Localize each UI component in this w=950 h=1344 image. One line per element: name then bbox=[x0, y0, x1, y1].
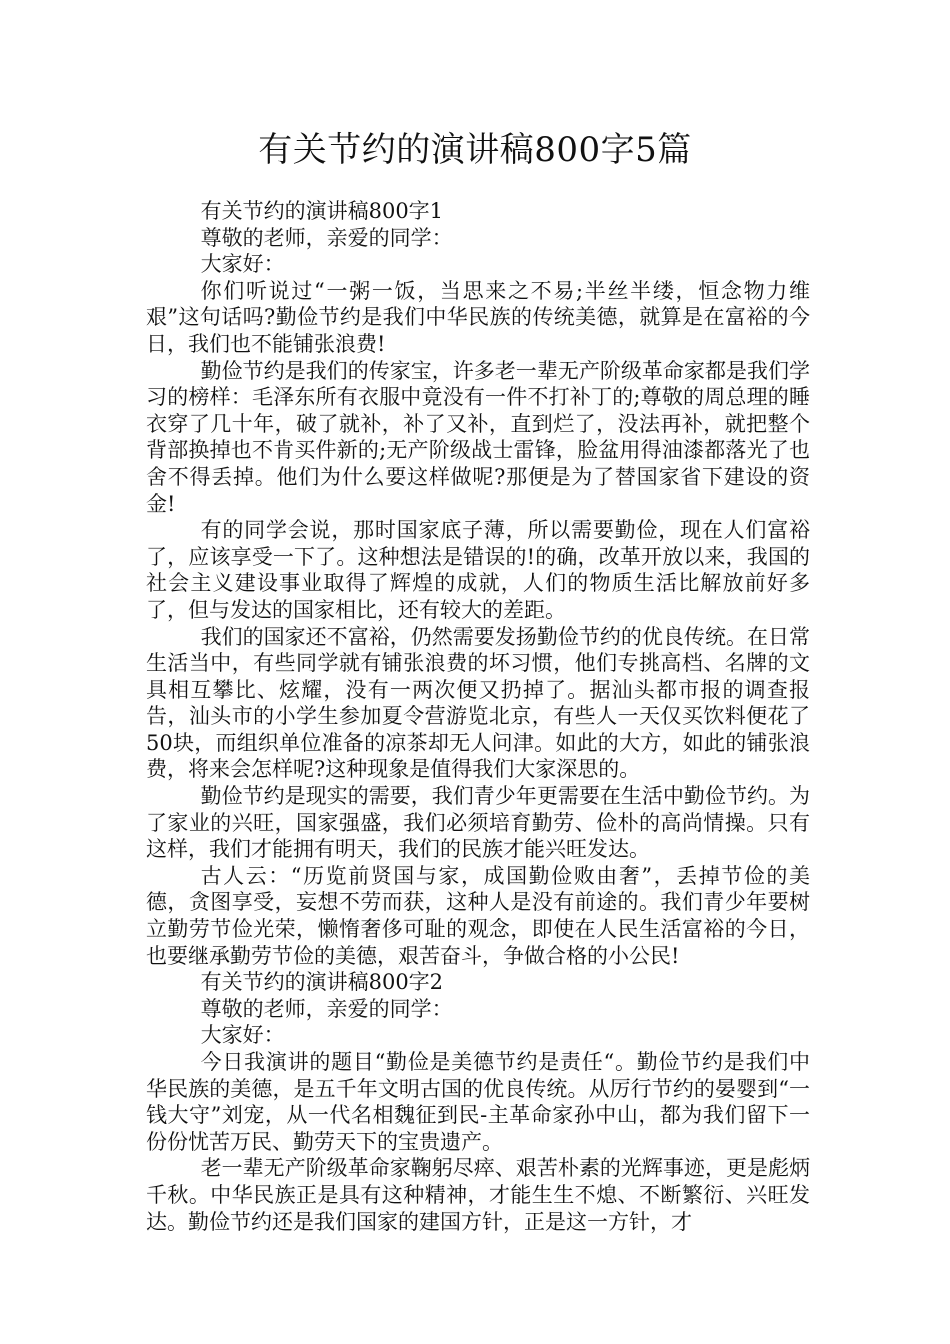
salutation: 尊敬的老师，亲爱的同学： bbox=[200, 225, 453, 250]
paragraph: 古人云：“历览前贤国与家，成国勤俭败由奢”，丢掉节俭的美德，贪图享受，妄想不劳而获，这种人是没有前途的。我们青少年要树立勤劳节俭光荣，懒惰奢侈可耻的观念，即使在人民生活富裕的今日，也要继承勤劳节俭的美德，艰苦奋斗，争做合格的小公民! bbox=[146, 863, 810, 968]
greeting: 大家好： bbox=[200, 1023, 285, 1048]
paragraph: 今日我演讲的题目“勤俭是美德节约是责任“。勤俭节约是我们中华民族的美德，是五千年文明古国的优良传统。从厉行节约的晏婴到“一钱大守”刘宠，从一代名相魏征到民-主革命家孙中山，都为我们留下一份份忧苦万民、勤劳天下的宝贵遗产。 bbox=[146, 1050, 810, 1154]
greeting: 大家好： bbox=[200, 252, 285, 277]
section-heading-1: 有关节约的演讲稿800字1 bbox=[200, 199, 444, 223]
salutation: 尊敬的老师，亲爱的同学： bbox=[200, 996, 453, 1021]
paragraph: 你们听说过“一粥一饭，当思来之不易;半丝半缕，恒念物力维艰”这句话吗?勤俭节约是我们中华民族的传统美德，就算是在富裕的今日，我们也不能铺张浪费! bbox=[146, 278, 810, 356]
document-title: 有关节约的演讲稿800字5篇 bbox=[258, 130, 692, 170]
paragraph: 有的同学会说，那时国家底子薄，所以需要勤俭，现在人们富裕了，应该享受一下了。这种想法是错误的!的确，改革开放以来，我国的社会主义建设事业取得了辉煌的成就，人们的物质生活比解放前好多了，但与发达的国家相比，还有较大的差距。 bbox=[146, 518, 810, 622]
document-body bbox=[146, 198, 810, 1235]
section-heading-2: 有关节约的演讲稿800字2 bbox=[200, 970, 444, 995]
paragraph: 勤俭节约是我们的传家宝，许多老一辈无产阶级革命家都是我们学习的榜样：毛泽东所有衣服中竟没有一件不打补丁的;尊敬的周总理的睡衣穿了几十年，破了就补，补了又补，直到烂了，没法再补，就把整个背部换掉也不肯买件新的;无产阶级战士雷锋，脸盆用得油漆都落光了也舍不得丢掉。他们为什么要这样做呢?那便是为了替国家省下建设的资金! bbox=[146, 358, 810, 516]
paragraph: 我们的国家还不富裕，仍然需要发扬勤俭节约的优良传统。在日常生活当中，有些同学就有铺张浪费的坏习惯，他们专挑高档、名牌的文具相互攀比、炫耀，没有一两次便又扔掉了。据汕头都市报的调查报告，汕头市的小学生参加夏令营游览北京，有些人一天仅买饮料便花了50块，而组织单位准备的凉茶却无人问津。如此的大方，如此的铺张浪费，将来会怎样呢?这种现象是值得我们大家深思的。 bbox=[146, 624, 810, 782]
paragraph: 老一辈无产阶级革命家鞠躬尽瘁、艰苦朴素的光辉事迹，更是彪炳千秋。中华民族正是具有这种精神，才能生生不熄、不断繁衍、兴旺发达。勤俭节约还是我们国家的建国方针，正是这一方针，才 bbox=[146, 1156, 810, 1234]
paragraph: 勤俭节约是现实的需要，我们青少年更需要在生活中勤俭节约。为了家业的兴旺，国家强盛，我们必须培育勤劳、俭朴的高尚情操。只有这样，我们才能拥有明天，我们的民族才能兴旺发达。 bbox=[146, 784, 810, 862]
